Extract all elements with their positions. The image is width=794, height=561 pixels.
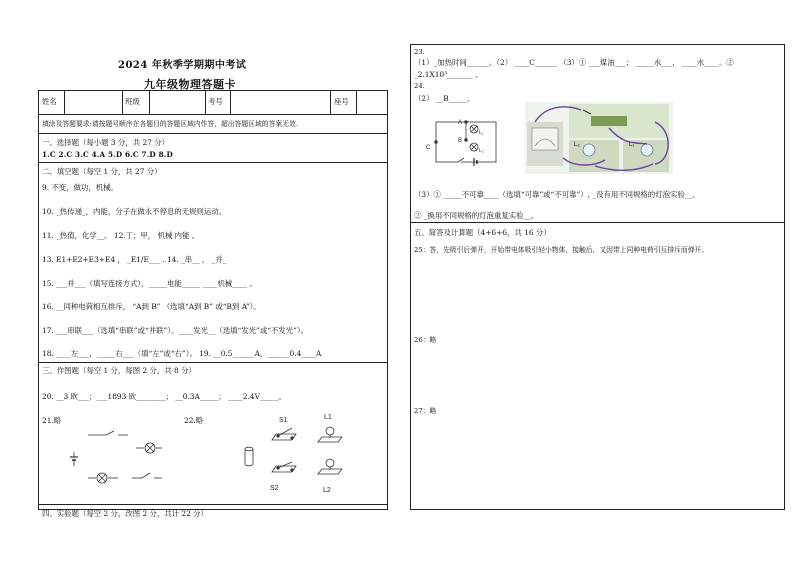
q26-answer: 26：略: [414, 336, 437, 344]
seat-label: 座号: [334, 97, 349, 106]
q10-answer: 10. _热传递_，内能，分子在做永不停息的无规则运动。: [42, 207, 227, 216]
switch-blade: [142, 473, 150, 478]
switch-icon: [591, 116, 627, 126]
class-label: 班级: [125, 97, 140, 106]
section1-title: 一、选择题（每小题 3 分，共 27 分）: [42, 138, 169, 147]
section5-title: 五、简答及计算题（4+6+6，共 16 分）: [414, 228, 551, 237]
svg-text:A: A: [458, 120, 463, 126]
q22-label: 22.略: [184, 416, 204, 425]
q24-apparatus-photo: [525, 102, 673, 174]
q15-answer: 15. ___并___（填写连接方式），_____电能_____ ____机械____ 。: [42, 279, 257, 288]
section2-title: 二、填空题（每空 1 分，共 27 分）: [42, 167, 162, 176]
q24-line1: （2） __B_____。: [414, 94, 475, 103]
q13-14-answer: 13. E1+E2+E3+E4 ， _E1/E___ . 14. _串__ ， _并_: [42, 255, 227, 264]
q17-answer: 17. ___串联___（选填“串联”或“并联”）。____发光__（选填“发光”或“不发光”）。: [42, 326, 309, 335]
svg-text:B: B: [458, 138, 463, 144]
s2-label: S2: [270, 485, 279, 492]
svg-text:L₂: L₂: [479, 148, 484, 154]
q24-circuit-schematic: [422, 112, 502, 170]
battery-icon: [245, 447, 253, 451]
exam-title: 2024 年秋季学期期中考试: [118, 60, 247, 71]
lamp-icon: [641, 144, 653, 156]
instructions: 填涂及答题要求:请按题号顺序在各题目的答题区域内作答，超出答题区域的答案无效.: [42, 120, 298, 128]
name-label: 姓名: [42, 97, 57, 106]
q24-line3: （3）① _____不可靠____（选填“可靠”或“不可靠”）, _没有用不同规格的灯泡实验__。: [414, 190, 700, 199]
q27-answer: 27：略: [414, 407, 437, 415]
q23-number: 23.: [414, 48, 425, 56]
q23-line2: _2.1X10³_______ 。: [414, 70, 483, 79]
q21-label: 21.略: [42, 416, 62, 425]
class-field[interactable]: [150, 91, 204, 113]
exam-number-label: 考号: [208, 97, 223, 106]
q23-line1: （1）_加热时间______。（2） ____C______ （3）① ___煤油___； _____水___， ____水____。②: [414, 58, 734, 67]
q24-line4: ② _换用不同规格的灯泡重复实验__。: [414, 211, 539, 220]
svg-text:L₁: L₁: [629, 142, 635, 148]
q16-answer: 16. __同种电荷相互排斥， “A到 B” （选填“A到 B” 或“B到 A”）。: [42, 302, 261, 311]
exam-number-field[interactable]: [231, 91, 329, 113]
q11-12-answer: 11. _热值，化学__。 12.丁；甲， 机械 内能 。: [42, 231, 200, 240]
q21-circuit-diagram: [58, 424, 168, 488]
q20-answer: 20. __3 欧___；___1893 欧________； __0.3A_____； ____2.4V_____。: [42, 392, 286, 401]
seat-field[interactable]: [357, 91, 387, 113]
l1-label: L1: [324, 414, 332, 421]
q24-number: 24.: [414, 82, 425, 90]
section3-title: 三、作图题（每空 1 分，每图 2 分，共 8 分）: [42, 366, 196, 375]
q22-components-diagram: [238, 412, 358, 494]
s1-label: S1: [279, 417, 288, 424]
switch-blade: [106, 431, 114, 435]
answer-sheet-title: 九年级物理答题卡: [144, 78, 236, 91]
q25-answer: 25：答，先吸引后弹开，开始带电体吸引轻小物体，接触后，又因带上同种电荷引互排斥而弹开。: [414, 246, 709, 254]
svg-text:C: C: [426, 145, 431, 151]
l2-label: L2: [323, 487, 331, 494]
name-field[interactable]: [65, 91, 121, 113]
mcq-answers: 1.C 2.C 3.C 4.A 5.D 6.C 7.D 8.D: [42, 150, 173, 159]
section4-title: 四、实验题（每空 2 分，改图 2 分，共计 22 分）: [42, 509, 208, 518]
svg-text:L₂: L₂: [574, 142, 580, 148]
lamp-icon: [583, 144, 595, 156]
q18-19-answer: 18. ____左___，_____右___（填“左”或“右”）。 19. __0.5______A，______0.4____A: [42, 349, 322, 358]
q9-answer: 9. 不变，做功，机械。: [42, 183, 118, 192]
svg-text:L₁: L₁: [479, 130, 484, 136]
